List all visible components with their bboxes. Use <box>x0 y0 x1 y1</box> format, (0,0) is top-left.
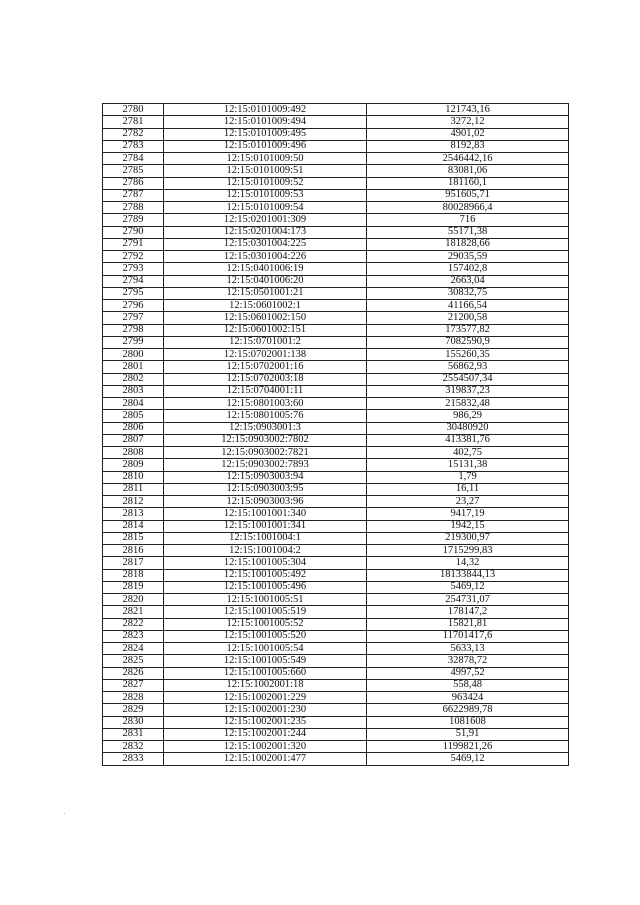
cadastral-number-cell: 12:15:0702001:16 <box>164 361 367 373</box>
value-cell: 402,75 <box>367 447 569 459</box>
table-row <box>103 716 569 728</box>
row-number-cell: 2802 <box>103 373 164 385</box>
row-number-cell: 2807 <box>103 434 164 446</box>
cadastral-number-cell: 12:15:0101009:495 <box>164 128 367 140</box>
value-cell: 5469,12 <box>367 753 569 765</box>
table-row <box>103 104 569 116</box>
table-row <box>103 447 569 459</box>
cadastral-number-cell: 12:15:0903003:94 <box>164 471 367 483</box>
row-number-cell: 2821 <box>103 606 164 618</box>
table-row <box>103 483 569 495</box>
cadastral-number-cell: 12:15:1001005:304 <box>164 557 367 569</box>
table-row <box>103 214 569 226</box>
cadastral-number-cell: 12:15:0401006:19 <box>164 263 367 275</box>
value-cell: 83081,06 <box>367 165 569 177</box>
cadastral-number-cell: 12:15:0903003:96 <box>164 496 367 508</box>
cadastral-number-cell: 12:15:0903002:7893 <box>164 459 367 471</box>
row-number-cell: 2797 <box>103 312 164 324</box>
value-cell: 6622989,78 <box>367 704 569 716</box>
value-cell: 29035,59 <box>367 251 569 263</box>
table-row <box>103 692 569 704</box>
cadastral-number-cell: 12:15:0704001:11 <box>164 385 367 397</box>
row-number-cell: 2831 <box>103 728 164 740</box>
table-row <box>103 434 569 446</box>
value-cell: 215832,48 <box>367 398 569 410</box>
row-number-cell: 2800 <box>103 349 164 361</box>
table-row <box>103 226 569 238</box>
table-row <box>103 189 569 201</box>
cadastral-number-cell: 12:15:0601002:150 <box>164 312 367 324</box>
value-cell: 178147,2 <box>367 606 569 618</box>
table-row <box>103 251 569 263</box>
table-row <box>103 459 569 471</box>
value-cell: 2663,04 <box>367 275 569 287</box>
value-cell: 219300,97 <box>367 532 569 544</box>
cadastral-number-cell: 12:15:1002001:229 <box>164 692 367 704</box>
row-number-cell: 2786 <box>103 177 164 189</box>
value-cell: 51,91 <box>367 728 569 740</box>
cadastral-number-cell: 12:15:0101009:52 <box>164 177 367 189</box>
table-row <box>103 140 569 152</box>
table-row <box>103 287 569 299</box>
table-row <box>103 275 569 287</box>
table-row <box>103 618 569 630</box>
table-row <box>103 630 569 642</box>
value-cell: 56862,93 <box>367 361 569 373</box>
row-number-cell: 2816 <box>103 545 164 557</box>
value-cell: 155260,35 <box>367 349 569 361</box>
value-cell: 1199821,26 <box>367 741 569 753</box>
value-cell: 30832,75 <box>367 287 569 299</box>
row-number-cell: 2792 <box>103 251 164 263</box>
row-number-cell: 2794 <box>103 275 164 287</box>
cadastral-number-cell: 12:15:0101009:53 <box>164 189 367 201</box>
cadastral-number-cell: 12:15:0301004:225 <box>164 238 367 250</box>
value-cell: 15131,38 <box>367 459 569 471</box>
cadastral-number-cell: 12:15:0801005:76 <box>164 410 367 422</box>
cadastral-number-cell: 12:15:0101009:492 <box>164 104 367 116</box>
table-row <box>103 300 569 312</box>
row-number-cell: 2819 <box>103 581 164 593</box>
row-number-cell: 2833 <box>103 753 164 765</box>
row-number-cell: 2830 <box>103 716 164 728</box>
row-number-cell: 2801 <box>103 361 164 373</box>
table-row <box>103 704 569 716</box>
row-number-cell: 2782 <box>103 128 164 140</box>
cadastral-number-cell: 12:15:0101009:50 <box>164 153 367 165</box>
row-number-cell: 2825 <box>103 655 164 667</box>
row-number-cell: 2783 <box>103 140 164 152</box>
value-cell: 4997,52 <box>367 667 569 679</box>
table-row <box>103 508 569 520</box>
cadastral-number-cell: 12:15:1001001:341 <box>164 520 367 532</box>
row-number-cell: 2803 <box>103 385 164 397</box>
table-row <box>103 643 569 655</box>
value-cell: 986,29 <box>367 410 569 422</box>
value-cell: 181160,1 <box>367 177 569 189</box>
table-row <box>103 165 569 177</box>
table-row <box>103 349 569 361</box>
table-row <box>103 655 569 667</box>
value-cell: 5469,12 <box>367 581 569 593</box>
row-number-cell: 2811 <box>103 483 164 495</box>
row-number-cell: 2827 <box>103 679 164 691</box>
cadastral-number-cell: 12:15:1002001:244 <box>164 728 367 740</box>
row-number-cell: 2820 <box>103 594 164 606</box>
value-cell: 4901,02 <box>367 128 569 140</box>
table-row <box>103 520 569 532</box>
cadastral-number-cell: 12:15:0903003:95 <box>164 483 367 495</box>
value-cell: 3272,12 <box>367 116 569 128</box>
table-row <box>103 557 569 569</box>
row-number-cell: 2812 <box>103 496 164 508</box>
cadastral-number-cell: 12:15:1002001:235 <box>164 716 367 728</box>
row-number-cell: 2787 <box>103 189 164 201</box>
value-cell: 32878,72 <box>367 655 569 667</box>
table-row <box>103 422 569 434</box>
value-cell: 558,48 <box>367 679 569 691</box>
row-number-cell: 2784 <box>103 153 164 165</box>
cadastral-number-cell: 12:15:1001005:520 <box>164 630 367 642</box>
table-row <box>103 238 569 250</box>
table-row <box>103 569 569 581</box>
table-row <box>103 312 569 324</box>
cadastral-number-cell: 12:15:0801003:60 <box>164 398 367 410</box>
scan-speck <box>64 813 65 814</box>
value-cell: 7082590,9 <box>367 336 569 348</box>
row-number-cell: 2818 <box>103 569 164 581</box>
cadastral-number-cell: 12:15:0903002:7802 <box>164 434 367 446</box>
value-cell: 157402,8 <box>367 263 569 275</box>
value-cell: 716 <box>367 214 569 226</box>
table-row <box>103 471 569 483</box>
row-number-cell: 2795 <box>103 287 164 299</box>
cadastral-number-cell: 12:15:1001004:2 <box>164 545 367 557</box>
row-number-cell: 2796 <box>103 300 164 312</box>
value-cell: 2546442,16 <box>367 153 569 165</box>
row-number-cell: 2780 <box>103 104 164 116</box>
table-row <box>103 679 569 691</box>
cadastral-value-table <box>102 103 569 766</box>
cadastral-number-cell: 12:15:1001005:51 <box>164 594 367 606</box>
cadastral-number-cell: 12:15:1001005:519 <box>164 606 367 618</box>
row-number-cell: 2799 <box>103 336 164 348</box>
row-number-cell: 2814 <box>103 520 164 532</box>
table-row <box>103 496 569 508</box>
value-cell: 2554507,34 <box>367 373 569 385</box>
row-number-cell: 2793 <box>103 263 164 275</box>
value-cell: 16,11 <box>367 483 569 495</box>
row-number-cell: 2810 <box>103 471 164 483</box>
cadastral-number-cell: 12:15:0903001:3 <box>164 422 367 434</box>
row-number-cell: 2832 <box>103 741 164 753</box>
row-number-cell: 2823 <box>103 630 164 642</box>
value-cell: 30480920 <box>367 422 569 434</box>
table-row <box>103 373 569 385</box>
value-cell: 963424 <box>367 692 569 704</box>
value-cell: 55171,38 <box>367 226 569 238</box>
cadastral-number-cell: 12:15:1002001:18 <box>164 679 367 691</box>
table-row <box>103 728 569 740</box>
value-cell: 1942,15 <box>367 520 569 532</box>
value-cell: 254731,07 <box>367 594 569 606</box>
table-row <box>103 741 569 753</box>
table-row <box>103 336 569 348</box>
value-cell: 23,27 <box>367 496 569 508</box>
cadastral-number-cell: 12:15:0702001:138 <box>164 349 367 361</box>
value-cell: 11701417,6 <box>367 630 569 642</box>
row-number-cell: 2789 <box>103 214 164 226</box>
table-row <box>103 361 569 373</box>
cadastral-number-cell: 12:15:0101009:496 <box>164 140 367 152</box>
cadastral-number-cell: 12:15:1002001:320 <box>164 741 367 753</box>
row-number-cell: 2785 <box>103 165 164 177</box>
row-number-cell: 2788 <box>103 202 164 214</box>
row-number-cell: 2808 <box>103 447 164 459</box>
cadastral-number-cell: 12:15:1001005:54 <box>164 643 367 655</box>
table-row <box>103 202 569 214</box>
value-cell: 1081608 <box>367 716 569 728</box>
value-cell: 1,79 <box>367 471 569 483</box>
cadastral-number-cell: 12:15:1002001:477 <box>164 753 367 765</box>
value-cell: 181828,66 <box>367 238 569 250</box>
table-row <box>103 153 569 165</box>
cadastral-number-cell: 12:15:0301004:226 <box>164 251 367 263</box>
table-row <box>103 581 569 593</box>
cadastral-number-cell: 12:15:0101009:494 <box>164 116 367 128</box>
value-cell: 173577,82 <box>367 324 569 336</box>
row-number-cell: 2804 <box>103 398 164 410</box>
table-row <box>103 116 569 128</box>
table-row <box>103 324 569 336</box>
cadastral-number-cell: 12:15:0501001:21 <box>164 287 367 299</box>
row-number-cell: 2790 <box>103 226 164 238</box>
cadastral-number-cell: 12:15:0702003:18 <box>164 373 367 385</box>
cadastral-number-cell: 12:15:0701001:2 <box>164 336 367 348</box>
row-number-cell: 2781 <box>103 116 164 128</box>
cadastral-number-cell: 12:15:1001005:660 <box>164 667 367 679</box>
row-number-cell: 2805 <box>103 410 164 422</box>
table-row <box>103 545 569 557</box>
value-cell: 9417,19 <box>367 508 569 520</box>
table-row <box>103 606 569 618</box>
table-row <box>103 410 569 422</box>
value-cell: 319837,23 <box>367 385 569 397</box>
row-number-cell: 2791 <box>103 238 164 250</box>
table-row <box>103 385 569 397</box>
row-number-cell: 2826 <box>103 667 164 679</box>
value-cell: 18133844,13 <box>367 569 569 581</box>
value-cell: 80028966,4 <box>367 202 569 214</box>
table-body <box>103 104 569 766</box>
cadastral-number-cell: 12:15:1001001:340 <box>164 508 367 520</box>
row-number-cell: 2829 <box>103 704 164 716</box>
row-number-cell: 2806 <box>103 422 164 434</box>
table-row <box>103 532 569 544</box>
table-row <box>103 594 569 606</box>
row-number-cell: 2798 <box>103 324 164 336</box>
row-number-cell: 2813 <box>103 508 164 520</box>
value-cell: 14,32 <box>367 557 569 569</box>
value-cell: 21200,58 <box>367 312 569 324</box>
cadastral-number-cell: 12:15:0401006:20 <box>164 275 367 287</box>
cadastral-number-cell: 12:15:0101009:51 <box>164 165 367 177</box>
cadastral-number-cell: 12:15:0601002:1 <box>164 300 367 312</box>
cadastral-number-cell: 12:15:0903002:7821 <box>164 447 367 459</box>
row-number-cell: 2824 <box>103 643 164 655</box>
row-number-cell: 2809 <box>103 459 164 471</box>
cadastral-number-cell: 12:15:1001005:496 <box>164 581 367 593</box>
table-row <box>103 753 569 765</box>
value-cell: 15821,81 <box>367 618 569 630</box>
cadastral-number-cell: 12:15:0201001:309 <box>164 214 367 226</box>
cadastral-number-cell: 12:15:0601002:151 <box>164 324 367 336</box>
value-cell: 8192,83 <box>367 140 569 152</box>
cadastral-number-cell: 12:15:1001005:549 <box>164 655 367 667</box>
value-cell: 1715299,83 <box>367 545 569 557</box>
table-row <box>103 667 569 679</box>
value-cell: 41166,54 <box>367 300 569 312</box>
table-row <box>103 177 569 189</box>
table-row <box>103 263 569 275</box>
row-number-cell: 2828 <box>103 692 164 704</box>
row-number-cell: 2815 <box>103 532 164 544</box>
value-cell: 5633,13 <box>367 643 569 655</box>
cadastral-number-cell: 12:15:1001005:492 <box>164 569 367 581</box>
cadastral-number-cell: 12:15:1001004:1 <box>164 532 367 544</box>
value-cell: 121743,16 <box>367 104 569 116</box>
cadastral-number-cell: 12:15:0201004:173 <box>164 226 367 238</box>
table-row <box>103 128 569 140</box>
table-row <box>103 398 569 410</box>
row-number-cell: 2817 <box>103 557 164 569</box>
cadastral-number-cell: 12:15:1001005:52 <box>164 618 367 630</box>
value-cell: 951605,71 <box>367 189 569 201</box>
value-cell: 413381,76 <box>367 434 569 446</box>
cadastral-number-cell: 12:15:1002001:230 <box>164 704 367 716</box>
cadastral-number-cell: 12:15:0101009:54 <box>164 202 367 214</box>
row-number-cell: 2822 <box>103 618 164 630</box>
